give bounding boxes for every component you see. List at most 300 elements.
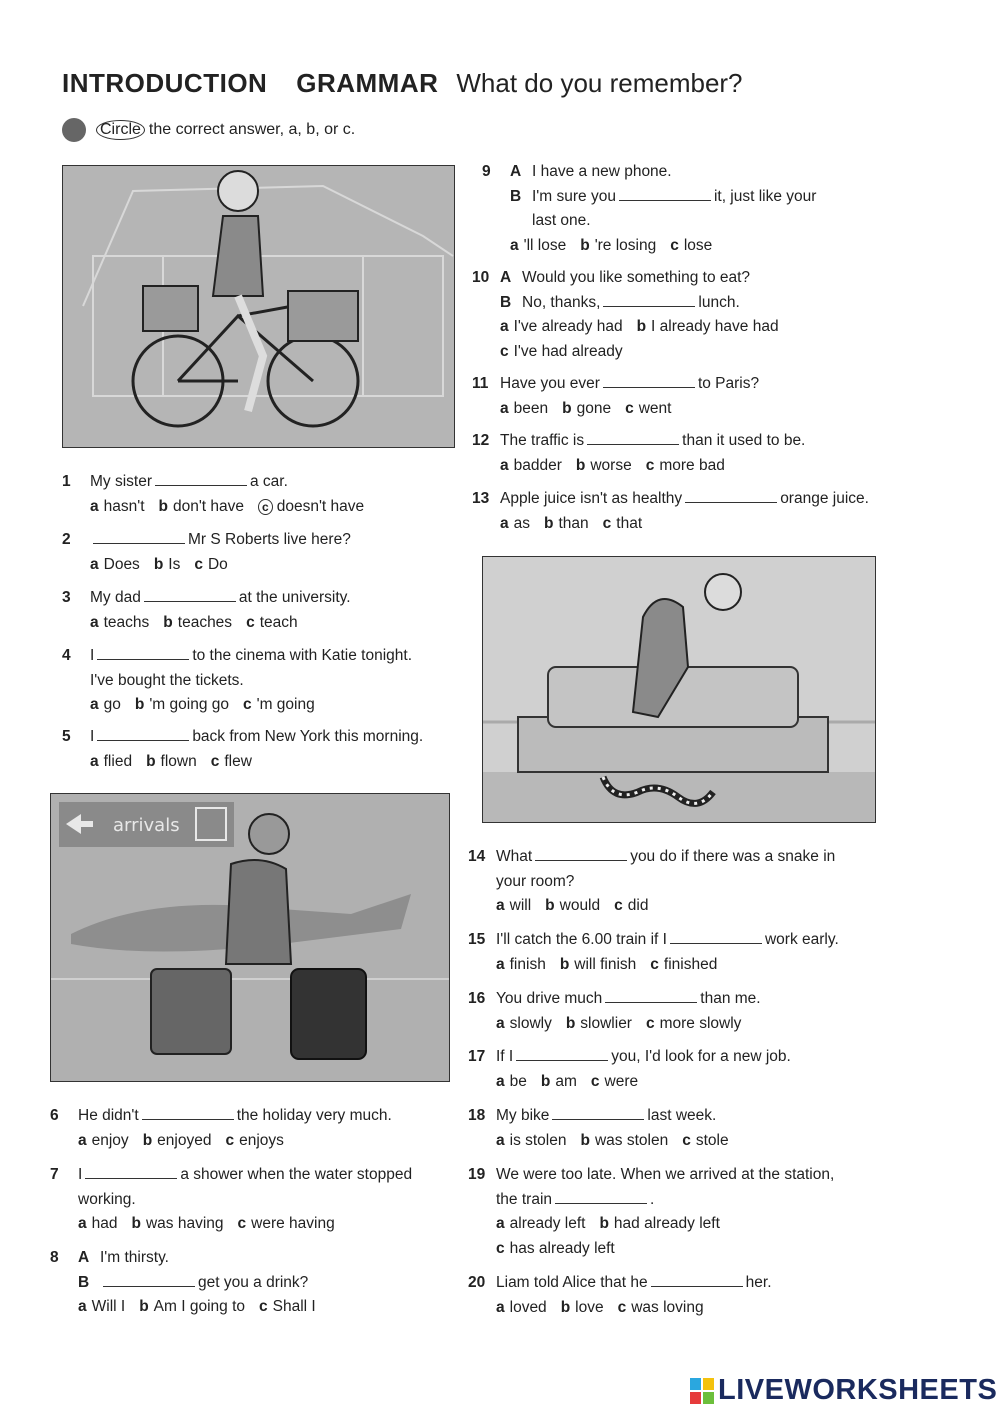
question-body	[78, 1246, 330, 1320]
question-line	[500, 429, 805, 454]
question-number: 18	[468, 1107, 486, 1124]
answer-option[interactable]	[496, 1015, 552, 1032]
answer-options	[496, 894, 835, 919]
answer-blank[interactable]	[651, 1272, 743, 1287]
question-9	[482, 160, 816, 258]
answer-option[interactable]	[496, 1073, 527, 1090]
option-text: slowlier	[580, 1014, 632, 1032]
option-letter: b	[131, 1215, 141, 1232]
question-body	[90, 644, 412, 718]
question-line	[496, 1271, 772, 1296]
question-number: 11	[472, 375, 489, 392]
option-text: went	[638, 399, 672, 417]
answer-option[interactable]	[614, 897, 648, 914]
dialogue-line-a	[78, 1246, 330, 1271]
dialogue-line-a	[500, 266, 793, 291]
question-line	[496, 1045, 791, 1070]
answer-blank[interactable]	[516, 1046, 608, 1061]
answer-option[interactable]	[211, 753, 252, 770]
option-text: as	[513, 514, 530, 532]
question-line	[90, 586, 351, 611]
answer-blank[interactable]	[535, 846, 627, 861]
answer-option[interactable]	[576, 457, 632, 474]
option-text: enjoyed	[157, 1131, 212, 1149]
option-text: were having	[251, 1215, 335, 1232]
option-letter: b	[142, 1131, 153, 1149]
question-number: 14	[468, 848, 486, 865]
answer-options	[500, 315, 793, 340]
option-letter: b	[580, 1131, 590, 1149]
question-line	[78, 1271, 330, 1296]
answer-option[interactable]	[496, 956, 546, 973]
answer-option[interactable]	[259, 1298, 316, 1315]
answer-option[interactable]	[544, 515, 589, 532]
answer-option[interactable]	[500, 457, 562, 474]
question-body	[496, 1163, 834, 1261]
question-number: 4	[62, 647, 71, 664]
question-line-continued: I've bought the tickets.	[90, 671, 244, 689]
dialogue-text-a: Would you like something to eat?	[522, 269, 751, 286]
option-letter: c	[243, 696, 252, 713]
option-text: that	[616, 514, 643, 532]
question-20	[468, 1271, 772, 1320]
question-text-before: What	[496, 848, 533, 865]
answer-options	[496, 1070, 791, 1095]
answer-option[interactable]	[194, 556, 227, 573]
question-text-after: to the cinema with Katie tonight.	[192, 647, 413, 664]
option-letter: a	[500, 318, 509, 335]
question-text-after: orange juice.	[780, 490, 869, 507]
question-line	[78, 1163, 412, 1188]
answer-option[interactable]	[646, 1015, 741, 1032]
section-title: INTRODUCTION	[62, 68, 268, 98]
option-letter: b	[153, 555, 164, 573]
question-text-before: I'm sure you	[532, 187, 616, 205]
question-line	[496, 928, 839, 953]
option-letter: b	[560, 1298, 571, 1316]
answer-option[interactable]	[603, 515, 642, 532]
answer-option[interactable]	[90, 614, 149, 631]
answer-option[interactable]	[90, 556, 140, 573]
answer-blank[interactable]	[619, 186, 711, 201]
page-subtitle: What do you remember?	[456, 68, 743, 98]
question-line	[78, 1104, 392, 1129]
dialogue-text-a: I have a new phone.	[532, 163, 672, 180]
option-letter: c	[259, 1298, 268, 1315]
option-text: am	[555, 1072, 577, 1090]
option-text: more bad	[659, 456, 725, 474]
instruction	[62, 118, 355, 142]
option-letter: b	[575, 456, 586, 474]
answer-option[interactable]	[500, 318, 623, 335]
answer-option[interactable]	[90, 498, 145, 515]
option-text: Shall I	[272, 1298, 316, 1315]
question-line	[90, 470, 378, 495]
question-number: 13	[472, 490, 490, 507]
question-body	[496, 1045, 791, 1094]
answer-option[interactable]	[670, 237, 712, 254]
option-letter: a	[500, 514, 509, 532]
answer-option[interactable]	[496, 1132, 567, 1149]
question-text-before: Liam told Alice that he	[496, 1274, 648, 1291]
answer-blank[interactable]	[552, 1105, 644, 1120]
option-text: be	[509, 1072, 527, 1090]
instruction-circle-word: Circle	[96, 120, 145, 140]
option-letter: b	[636, 318, 647, 335]
option-letter: a	[496, 1215, 505, 1232]
option-letter: a	[78, 1298, 87, 1315]
option-letter: c	[258, 499, 273, 515]
option-text: lose	[683, 236, 713, 254]
question-line	[90, 725, 423, 750]
logo-text: LIVEWORKSHEETS	[718, 1374, 998, 1406]
option-text: had already left	[613, 1215, 720, 1232]
answer-option[interactable]	[637, 318, 779, 335]
question-number: 1	[62, 473, 71, 490]
answer-option[interactable]	[78, 1215, 118, 1232]
question-body	[500, 372, 759, 421]
answer-blank[interactable]	[587, 430, 679, 445]
option-letter: b	[565, 1014, 576, 1032]
question-body	[78, 1163, 412, 1237]
answer-option[interactable]	[625, 400, 671, 417]
option-letter: c	[237, 1215, 247, 1232]
answer-options	[90, 611, 351, 636]
option-letter: c	[682, 1131, 691, 1149]
answer-option[interactable]	[545, 897, 600, 914]
question-line: We were too late. When we arrived at the station,	[496, 1166, 835, 1183]
answer-option[interactable]	[500, 400, 548, 417]
question-text-before: Apple juice isn't as healthy	[500, 490, 683, 507]
option-text: flied	[103, 752, 133, 770]
answer-option[interactable]	[496, 1299, 547, 1316]
option-text: already left	[509, 1215, 586, 1232]
speaker-a: A	[78, 1249, 90, 1266]
answer-option[interactable]	[78, 1298, 125, 1315]
question-8	[50, 1246, 330, 1320]
question-line	[496, 1104, 743, 1129]
question-12	[472, 429, 805, 478]
answer-options	[78, 1129, 392, 1154]
question-text-before: I	[90, 647, 95, 664]
option-letter: c	[225, 1131, 235, 1149]
option-text: doesn't have	[276, 497, 365, 515]
question-4	[62, 644, 412, 718]
answer-option[interactable]	[258, 498, 364, 515]
option-text: 'll lose	[523, 236, 567, 254]
answer-option[interactable]	[78, 1132, 129, 1149]
option-letter: b	[139, 1298, 149, 1315]
question-text-before: the train	[496, 1190, 553, 1208]
option-text: slowly	[509, 1014, 552, 1032]
answer-option[interactable]	[90, 753, 132, 770]
option-text: more slowly	[659, 1014, 742, 1032]
answer-option[interactable]	[591, 1073, 638, 1090]
option-letter: b	[562, 399, 572, 417]
option-text: stole	[695, 1131, 729, 1149]
option-letter: c	[602, 514, 612, 532]
question-body	[78, 1104, 392, 1153]
answer-option[interactable]	[510, 237, 566, 254]
option-text: 'm going go	[149, 696, 229, 713]
answer-blank[interactable]	[603, 292, 695, 307]
answer-option[interactable]	[580, 237, 656, 254]
option-letter: c	[246, 613, 255, 631]
answer-blank[interactable]	[603, 373, 695, 388]
answer-options	[90, 693, 412, 718]
question-number: 5	[62, 728, 71, 745]
liveworksheets-logo	[690, 1374, 997, 1407]
question-line	[500, 372, 759, 397]
question-text-after: work early.	[764, 931, 839, 948]
option-text: 're losing	[594, 236, 657, 254]
question-body	[90, 586, 351, 635]
question-text-before: My bike	[496, 1107, 550, 1124]
speaker-b: B	[500, 293, 512, 311]
option-letter: a	[496, 1072, 505, 1090]
question-text-before: I'll catch the 6.00 train if I	[496, 931, 667, 948]
answer-options	[90, 553, 351, 578]
answer-option[interactable]	[566, 1015, 632, 1032]
answer-option[interactable]	[560, 956, 636, 973]
answer-options	[78, 1295, 330, 1320]
answer-option[interactable]	[646, 457, 725, 474]
option-letter: b	[559, 955, 570, 973]
question-text-after: you, I'd look for a new job.	[611, 1048, 791, 1065]
answer-blank[interactable]	[142, 1105, 234, 1120]
answer-options	[500, 340, 793, 365]
answer-option[interactable]	[139, 1298, 245, 1315]
question-line-continued: your room?	[496, 872, 575, 890]
question-1	[62, 470, 378, 519]
answer-option[interactable]	[561, 1299, 604, 1316]
option-letter: b	[158, 497, 168, 515]
option-text: I already have had	[651, 318, 779, 335]
option-letter: a	[78, 1131, 87, 1149]
speaker-a: A	[500, 269, 512, 286]
question-number: 9	[482, 163, 491, 180]
answer-option[interactable]	[496, 1215, 585, 1232]
question-3	[62, 586, 351, 635]
option-text: go	[103, 696, 121, 713]
question-body	[500, 429, 805, 478]
option-text: has already left	[509, 1239, 615, 1257]
option-letter: c	[210, 752, 220, 770]
question-text-after: lunch.	[698, 293, 740, 311]
instruction-text: the correct answer, a, b, or c.	[148, 121, 356, 138]
question-body	[90, 528, 351, 577]
question-line-continued: last one.	[532, 212, 591, 229]
option-text: is stolen	[509, 1131, 567, 1149]
question-18	[468, 1104, 743, 1153]
answer-options	[496, 1296, 772, 1321]
option-letter: b	[580, 236, 590, 254]
option-letter: b	[163, 613, 173, 631]
question-body	[496, 928, 839, 977]
question-text-after: Mr S Roberts live here?	[188, 531, 351, 548]
option-text: loved	[509, 1298, 547, 1316]
answer-options	[500, 512, 869, 537]
answer-option[interactable]	[135, 696, 229, 713]
option-letter: b	[545, 897, 555, 914]
question-13	[472, 487, 869, 536]
answer-options	[496, 953, 839, 978]
option-text: badder	[513, 456, 562, 474]
answer-option[interactable]	[682, 1132, 728, 1149]
option-letter: a	[500, 456, 509, 474]
answer-option[interactable]	[246, 614, 298, 631]
option-letter: c	[500, 342, 509, 360]
option-letter: a	[90, 497, 99, 515]
option-text: hasn't	[103, 497, 145, 515]
question-line	[500, 487, 869, 512]
question-14	[468, 845, 835, 919]
option-letter: a	[496, 897, 505, 914]
option-letter: b	[146, 752, 156, 770]
answer-options	[496, 1129, 743, 1154]
answer-blank[interactable]	[103, 1272, 195, 1287]
answer-option[interactable]	[90, 696, 121, 713]
question-text-before: Have you ever	[500, 375, 600, 392]
option-text: finish	[509, 955, 546, 973]
option-text: I've had already	[513, 342, 623, 360]
question-text-after: than it used to be.	[682, 432, 806, 449]
question-body	[500, 487, 869, 536]
answer-options	[496, 1212, 834, 1237]
question-text-after: than me.	[700, 990, 761, 1007]
option-letter: a	[90, 613, 99, 631]
question-5	[62, 725, 423, 774]
answer-options	[496, 1012, 761, 1037]
answer-option[interactable]	[562, 400, 611, 417]
answer-option[interactable]	[541, 1073, 577, 1090]
option-letter: c	[614, 897, 623, 914]
option-letter: b	[134, 696, 145, 713]
liveworksheets-logo-icon	[690, 1378, 714, 1404]
option-letter: c	[645, 456, 655, 474]
option-letter: a	[496, 1131, 505, 1149]
option-letter: b	[544, 514, 554, 532]
answer-option[interactable]	[154, 556, 181, 573]
question-11	[472, 372, 759, 421]
answer-option[interactable]	[496, 897, 531, 914]
option-text: will	[509, 897, 532, 914]
question-text-before: I	[78, 1166, 83, 1183]
question-line	[496, 1188, 834, 1213]
question-17	[468, 1045, 791, 1094]
answer-option[interactable]	[496, 1240, 615, 1257]
option-letter: c	[590, 1072, 600, 1090]
answer-option[interactable]	[599, 1215, 719, 1232]
question-line	[510, 185, 816, 210]
answer-blank[interactable]	[605, 988, 697, 1003]
option-letter: a	[500, 399, 509, 417]
option-text: teachs	[103, 613, 150, 631]
option-letter: a	[496, 1014, 505, 1032]
question-line-continued: working.	[78, 1190, 136, 1208]
answer-option[interactable]	[132, 1215, 224, 1232]
answer-blank[interactable]	[97, 645, 189, 660]
question-text-before: You drive much	[496, 990, 603, 1007]
answer-option[interactable]	[163, 614, 232, 631]
cyclist-illustration	[62, 165, 455, 448]
question-number: 7	[50, 1166, 59, 1183]
option-letter: a	[90, 555, 99, 573]
option-letter: a	[496, 955, 505, 973]
answer-option[interactable]	[581, 1132, 669, 1149]
speaker-b: B	[78, 1273, 90, 1291]
question-text-after: at the university.	[238, 589, 351, 606]
question-text-after: it, just like your	[713, 187, 817, 205]
option-text: flew	[224, 752, 252, 770]
snake-illustration	[482, 556, 876, 823]
question-text-after: to Paris?	[697, 375, 760, 392]
answer-blank[interactable]	[144, 587, 236, 602]
question-body	[496, 987, 761, 1036]
question-text-after: last week.	[647, 1107, 717, 1124]
answer-option[interactable]	[238, 1215, 335, 1232]
option-letter: c	[496, 1239, 505, 1257]
answer-option[interactable]	[159, 498, 245, 515]
option-text: was having	[145, 1215, 224, 1232]
dialogue-line-a	[510, 160, 816, 185]
question-text-after: get you a drink?	[198, 1273, 309, 1291]
answer-options	[496, 1237, 834, 1262]
option-text: Is	[168, 555, 181, 573]
answer-option[interactable]	[500, 343, 623, 360]
question-body	[90, 725, 423, 774]
question-number: 3	[62, 589, 71, 606]
answer-option[interactable]	[650, 956, 717, 973]
question-text-before: He didn't	[78, 1107, 139, 1124]
option-text: will finish	[574, 955, 637, 973]
option-letter: a	[90, 752, 99, 770]
question-text-before: I	[90, 728, 95, 745]
answer-option[interactable]	[143, 1132, 212, 1149]
question-text-before: The traffic is	[500, 432, 585, 449]
question-text-after: .	[650, 1190, 655, 1208]
answer-blank[interactable]	[155, 471, 247, 486]
question-6	[50, 1104, 392, 1153]
answer-option[interactable]	[146, 753, 197, 770]
answer-blank[interactable]	[97, 726, 189, 741]
answer-blank[interactable]	[555, 1189, 647, 1204]
answer-blank[interactable]	[93, 529, 185, 544]
option-letter: c	[670, 236, 679, 254]
question-text-before: My dad	[90, 589, 141, 606]
question-text-after: a shower when the water stopped	[180, 1166, 413, 1183]
question-number: 17	[468, 1048, 486, 1065]
option-text: Does	[103, 555, 140, 573]
answer-blank[interactable]	[85, 1164, 177, 1179]
answer-option[interactable]	[500, 515, 530, 532]
option-text: flown	[160, 752, 197, 770]
question-number: 15	[468, 931, 486, 948]
answer-option[interactable]	[225, 1132, 283, 1149]
answer-options	[78, 1212, 412, 1237]
question-text-after: the holiday very much.	[236, 1107, 392, 1124]
option-text: Will I	[91, 1298, 126, 1315]
question-10	[472, 266, 793, 364]
option-letter: a	[90, 696, 99, 713]
answer-blank[interactable]	[685, 488, 777, 503]
option-text: been	[513, 399, 549, 417]
answer-option[interactable]	[618, 1299, 704, 1316]
option-text: than	[558, 514, 589, 532]
answer-blank[interactable]	[670, 929, 762, 944]
answer-option[interactable]	[243, 696, 315, 713]
question-number: 20	[468, 1274, 486, 1291]
